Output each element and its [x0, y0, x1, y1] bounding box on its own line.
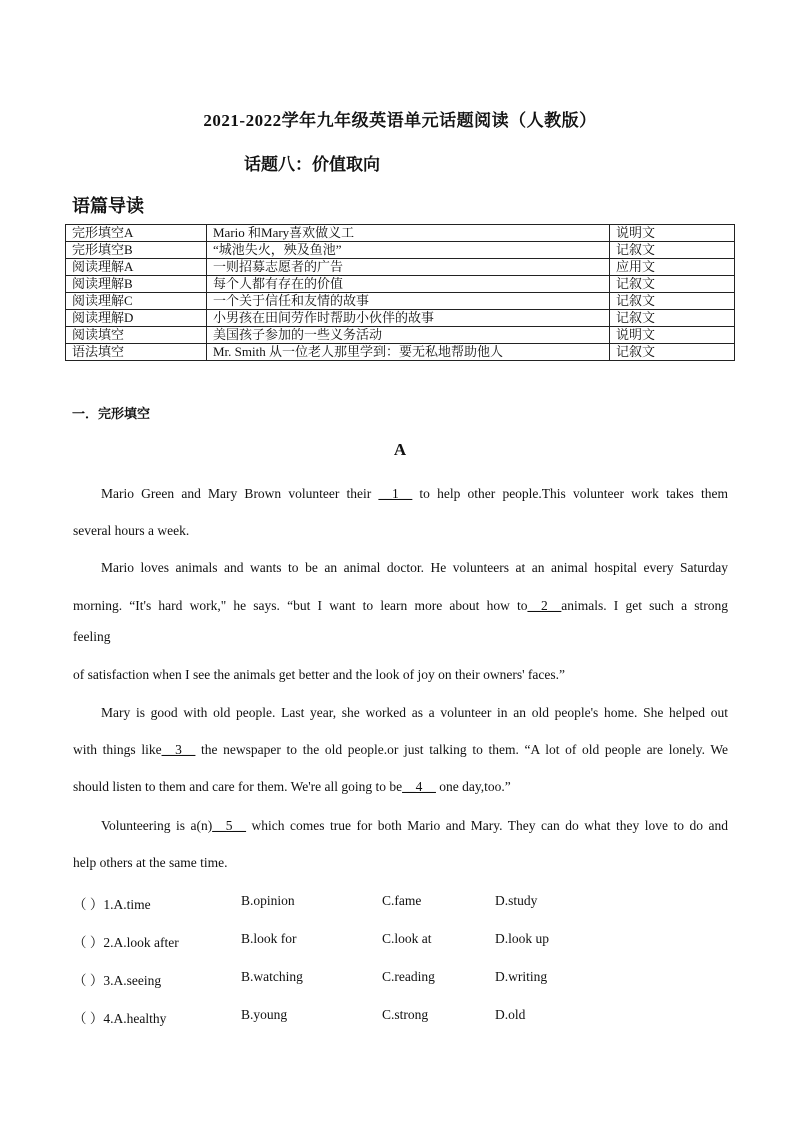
- table-cell-summary: 每个人都有存在的价值: [207, 276, 610, 293]
- table-cell-genre: 说明文: [610, 225, 735, 242]
- table-cell-section: 阅读理解A: [66, 259, 207, 276]
- passage-text: Volunteering is a(n): [101, 818, 213, 833]
- option-d: D.writing: [495, 969, 548, 984]
- table-cell-genre: 记叙文: [610, 293, 735, 310]
- passage-text: one day,too.”: [439, 779, 511, 794]
- question-stem: （ ）3.A.seeing: [73, 973, 162, 988]
- table-row: [66, 259, 735, 276]
- passage-text: which comes true for both Mario and Mary. They can do what they love to do and: [251, 818, 729, 833]
- question-row: [73, 969, 673, 987]
- option-b: B.look for: [241, 931, 297, 946]
- table-cell-section: 语法填空: [66, 344, 207, 361]
- table-cell-genre: 记叙文: [610, 344, 735, 361]
- passage-label: A: [393, 440, 407, 459]
- question-row: [73, 893, 673, 911]
- passage-line: [101, 486, 728, 502]
- question-stem: （ ）4.A.healthy: [73, 1011, 167, 1026]
- passage-text: Mario Green and Mary Brown volunteer their: [101, 486, 372, 501]
- passage-line: of satisfaction when I see the animals get better and the look of joy on their owners' faces.”: [73, 667, 566, 682]
- cloze-section-heading: 一．完形填空: [72, 406, 151, 421]
- table-cell-genre: 记叙文: [610, 276, 735, 293]
- table-cell-genre: 应用文: [610, 259, 735, 276]
- question-stem: （ ）1.A.time: [73, 897, 151, 912]
- table-row: [66, 276, 735, 293]
- passage-text: animals. I get such a strong: [561, 598, 728, 613]
- table-cell-summary: 小男孩在田间劳作时帮助小伙伴的故事: [207, 310, 610, 327]
- table-cell-section: 完形填空A: [66, 225, 207, 242]
- table-row: [66, 242, 735, 259]
- table-cell-section: 阅读理解C: [66, 293, 207, 310]
- option-d: D.study: [495, 893, 538, 908]
- table-cell-section: 完形填空B: [66, 242, 207, 259]
- question-row: [73, 1007, 673, 1025]
- passage-text: the newspaper to the old people.or just talking to them. “A lot of old people are lonely. We: [201, 742, 729, 757]
- table-row: [66, 225, 735, 242]
- passage-line: [101, 818, 728, 834]
- table-cell-summary: Mr. Smith 从一位老人那里学到：要无私地帮助他人: [207, 344, 610, 361]
- option-b: B.opinion: [241, 893, 295, 908]
- passage-line: [73, 742, 728, 758]
- table-row: [66, 310, 735, 327]
- blank-1: __1__: [378, 486, 413, 501]
- table-cell-summary: 美国孩子参加的一些义务活动: [207, 327, 610, 344]
- option-c: C.strong: [382, 1007, 429, 1022]
- passage-line: feeling: [73, 629, 111, 644]
- reading-guide-table: [65, 224, 735, 361]
- passage-text: morning. “It's hard work," he says. “but I want to learn more about how to: [73, 598, 528, 613]
- table-cell-summary: 一个关于信任和友情的故事: [207, 293, 610, 310]
- table-cell-section: 阅读理解D: [66, 310, 207, 327]
- table-cell-section: 阅读理解B: [66, 276, 207, 293]
- passage-line: Mary is good with old people. Last year, she worked as a volunteer in an old people's home. She helped out: [101, 705, 728, 720]
- blank-4: __4__: [402, 779, 436, 794]
- passage-text: to help other people.This volunteer work takes them: [419, 486, 728, 501]
- question-row: [73, 931, 673, 949]
- table-cell-genre: 说明文: [610, 327, 735, 344]
- passage-line: Mario loves animals and wants to be an animal doctor. He volunteers at an animal hospital every Saturday: [101, 560, 728, 575]
- option-d: D.look up: [495, 931, 549, 946]
- option-c: C.look at: [382, 931, 432, 946]
- option-d: D.old: [495, 1007, 526, 1022]
- question-stem: （ ）2.A.look after: [73, 935, 179, 950]
- table-row: [66, 344, 735, 361]
- passage-line: several hours a week.: [73, 523, 190, 538]
- blank-2: __2__: [527, 598, 562, 613]
- document-title: 2021-2022学年九年级英语单元话题阅读（人教版）: [203, 111, 597, 130]
- option-b: B.watching: [241, 969, 303, 984]
- table-cell-summary: Mario 和Mary喜欢做义工: [207, 225, 610, 242]
- option-b: B.young: [241, 1007, 288, 1022]
- table-cell-section: 阅读填空: [66, 327, 207, 344]
- option-c: C.fame: [382, 893, 422, 908]
- table-cell-genre: 记叙文: [610, 310, 735, 327]
- option-c: C.reading: [382, 969, 435, 984]
- reading-guide-heading: 语篇导读: [72, 196, 144, 216]
- passage-line: help others at the same time.: [73, 855, 228, 870]
- table-row: [66, 327, 735, 344]
- passage-text: with things like: [73, 742, 162, 757]
- blank-3: __3__: [161, 742, 196, 757]
- passage-line: [73, 598, 728, 614]
- passage-text: should listen to them and care for them. We're all going to be: [73, 779, 403, 794]
- table-row: [66, 293, 735, 310]
- table-cell-summary: “城池失火，殃及鱼池”: [207, 242, 610, 259]
- table-cell-genre: 记叙文: [610, 242, 735, 259]
- table-cell-summary: 一则招募志愿者的广告: [207, 259, 610, 276]
- passage-line: [73, 779, 728, 795]
- blank-5: __5__: [212, 818, 246, 833]
- topic-subtitle: 话题八：价值取向: [244, 155, 380, 174]
